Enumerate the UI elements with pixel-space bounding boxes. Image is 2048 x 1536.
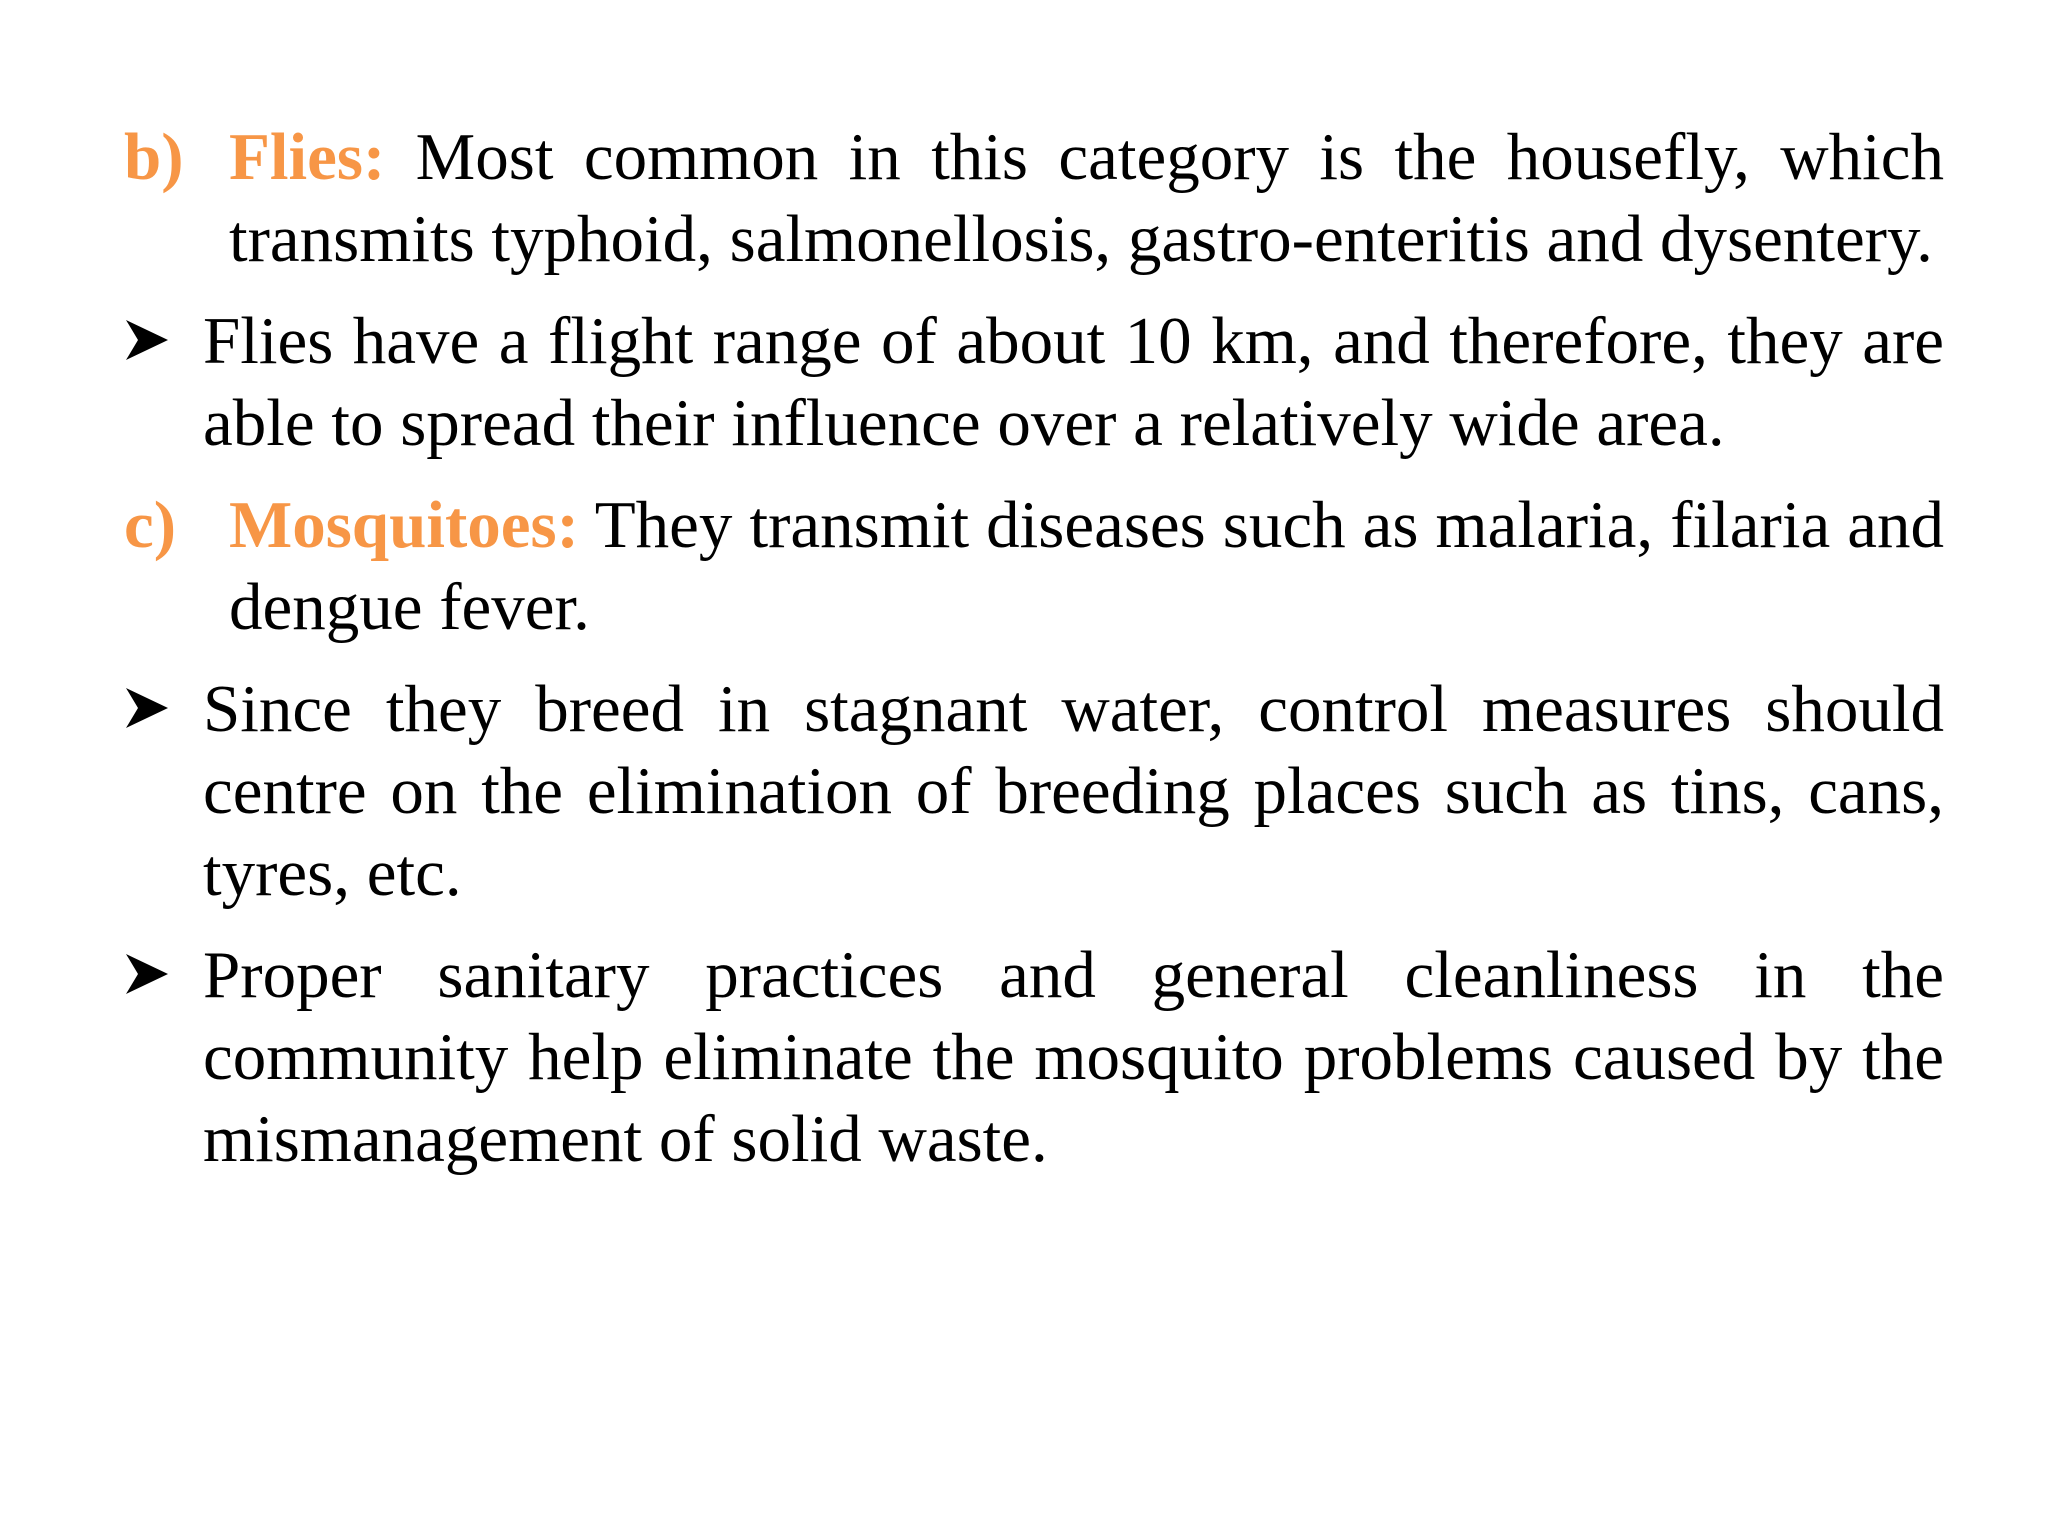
flight-range-text: Flies have a flight range of about 10 km, and therefore, they are able to spread their influence over a relatively wide area.	[203, 304, 1944, 460]
arrow-bullet-icon	[124, 686, 170, 730]
breeding-control-text: Since they breed in stagnant water, control measures should centre on the elimination of breeding places such as tins, cans, tyres, etc.	[203, 672, 1944, 910]
term-flies: Flies:	[229, 120, 386, 194]
list-marker-b: b)	[124, 120, 184, 194]
list-item-flies	[124, 116, 1944, 280]
flies-description: Most common in this category is the housefly, which transmits typhoid, salmonellosis, gastro-enteritis and dysentery.	[229, 120, 1944, 276]
list-item-sanitary-practices	[124, 934, 1944, 1180]
sanitary-practices-text: Proper sanitary practices and general cleanliness in the community help eliminate the mosquito problems caused by the mismanagement of solid waste.	[203, 938, 1944, 1176]
arrow-bullet-icon	[124, 952, 170, 996]
slide-body	[124, 116, 1944, 1200]
list-item-breeding-control	[124, 668, 1944, 914]
list-item-mosquitoes	[124, 484, 1944, 648]
mosquitoes-description: They transmit diseases such as malaria, filaria and dengue fever.	[229, 488, 1944, 644]
list-marker-c: c)	[124, 488, 177, 562]
list-item-flight-range	[124, 300, 1944, 464]
arrow-bullet-icon	[124, 318, 170, 362]
term-mosquitoes: Mosquitoes:	[229, 488, 579, 562]
